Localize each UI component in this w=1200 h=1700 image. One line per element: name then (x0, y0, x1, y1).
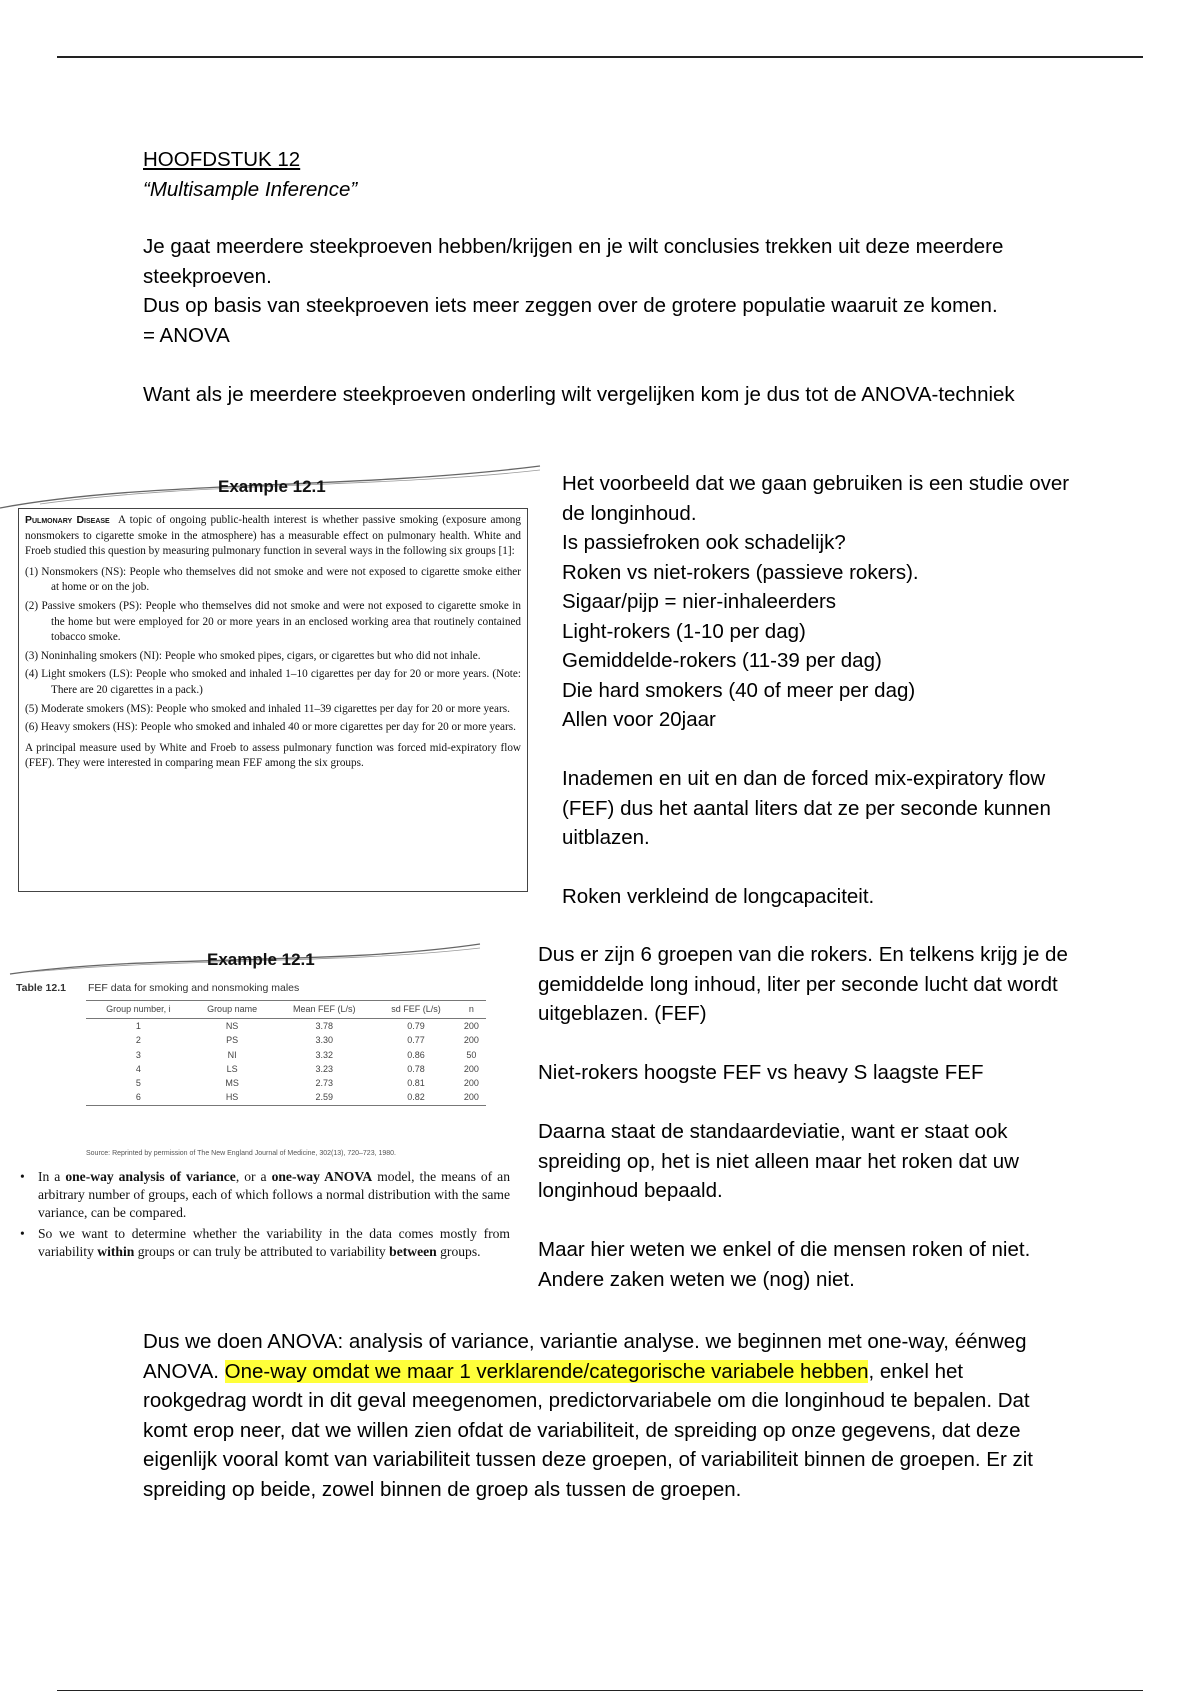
table-cell: 0.78 (407, 1063, 425, 1074)
table-cell: 200 (463, 1021, 479, 1031)
chapter-title: HOOFDSTUK 12 (143, 148, 301, 171)
top-rule (57, 56, 1143, 58)
table-label: Table 12.1 (16, 982, 66, 994)
note-paragraph: Roken verkleind de longcapaciteit. (562, 885, 875, 908)
table-cell: 0.86 (407, 1049, 425, 1060)
table-row (86, 1062, 486, 1076)
table-caption-text: FEF data for smoking and nonsmoking males (88, 982, 300, 994)
example-closing: A principal measure used by White and Froeb to assess pulmonary function was forced mid-expiratory flow (FEF). They were interested in comparing mean FEF among the six groups. (25, 741, 521, 770)
note-paragraph: Dus er zijn 6 groepen van die rokers. En telkens krijg je de gemiddelde long inhoud, liter per seconde lucht dat wordt uitgeblazen. (FEF) (538, 943, 1068, 1025)
note-paragraph: Niet-rokers hoogste FEF vs heavy S laagste FEF (538, 1061, 984, 1084)
note-paragraph: Inademen en uit en dan de forced mix-expiratory flow (FEF) dus het aantal liters dat ze per seconde kunnen uitblazen. (562, 767, 1051, 849)
table-caption (16, 982, 299, 994)
fef-table (86, 1000, 486, 1106)
bullet-item: • So we want to determine whether the variability in the data comes mostly from variability within groups or can truly be attributed to variability between groups. (20, 1225, 510, 1259)
table-cell: 2.59 (273, 1090, 375, 1105)
table-cell: 6 (86, 1090, 191, 1105)
table-cell: 2.73 (315, 1078, 333, 1089)
group-item: (6) Heavy smokers (HS): People who smoked and inhaled 40 or more cigarettes per day for 20 or more years. (25, 721, 516, 734)
example-lead (25, 513, 521, 560)
table-cell: 3 (135, 1049, 141, 1060)
intro-paragraph-1: Je gaat meerdere steekproeven hebben/krijgen en je wilt conclusies trekken uit deze meerdere steekproeven. (143, 235, 1004, 288)
table-cell: 200 (457, 1090, 486, 1105)
final-paragraph (143, 1327, 1063, 1504)
table-cell: 0.79 (407, 1021, 425, 1031)
note-line: Het voorbeeld dat we gaan gebruiken is een studie over de longinhoud. (562, 472, 1070, 525)
group-item: (4) Light smokers (LS): People who smoked and inhaled 1–10 cigarettes per day for 20 or more years. (Note: There are 20 cigarettes in a pack.) (25, 668, 521, 696)
table-cell: 3.30 (315, 1035, 333, 1046)
bullet-item: • In a one-way analysis of variance, or a one-way ANOVA model, the means of an arbitrary number of groups, each of which follows a normal distribution with the same variance, can be compared. (20, 1169, 511, 1221)
table-cell: 3.32 (315, 1049, 333, 1060)
note-line: Roken vs niet-rokers (passieve rokers). (562, 560, 919, 584)
example-title-1: Example 12.1 (218, 477, 326, 496)
table-cell: 0.81 (407, 1078, 425, 1089)
table-cell: 0.77 (407, 1035, 425, 1046)
note-line: Is passiefroken ook schadelijk? (562, 531, 846, 554)
side-notes-1 (562, 469, 1082, 912)
table-cell: 3.23 (315, 1063, 333, 1074)
note-line: Gemiddelde-rokers (11-39 per dag) (562, 649, 882, 672)
table-cell: 0.82 (375, 1090, 457, 1105)
table-cell: PS (226, 1035, 239, 1046)
table-cell: HS (191, 1090, 274, 1105)
column-header: Group name (191, 1001, 274, 1019)
group-item: (1) Nonsmokers (NS): People who themselves did not smoke and were not exposed to cigarette smoke either at home or on the job. (25, 565, 521, 594)
intro-section (143, 232, 1083, 409)
table-row (86, 1019, 486, 1034)
final-text-after: , enkel het rookgedrag wordt in dit geval meegenomen, predictorvariabele om die longinhoud te bepalen. Dat komt erop neer, dat we willen zien ofdat de variabiliteit, de spreiding op onze gegevens, dat deze eigenlijk vooral komt van variabiliteit tussen deze groepen, of variabiliteit binnen de groepen. Er zit spreiding op beide, zowel binnen de groep als tussen de groepen. (143, 1359, 1033, 1501)
note-line: Die hard smokers (40 of meer per dag) (562, 678, 916, 702)
highlighted-text: One-way omdat we maar 1 verklarende/categorische variabele hebben (224, 1359, 869, 1383)
example-scan-image-2 (0, 940, 525, 1285)
table-row (86, 1090, 486, 1105)
anova-bullets (18, 1168, 510, 1263)
group-item: (2) Passive smokers (PS): People who themselves did not smoke and were not exposed to cigarette smoke in the home but were employed for 20 or more years in an enclosed working area that routinely contained tobacco smoke. (25, 599, 521, 644)
example-box (18, 508, 528, 892)
column-header: sd FEF (L/s) (375, 1001, 457, 1019)
table-cell: LS (226, 1063, 238, 1074)
column-header: Group number, i (86, 1001, 191, 1019)
example-scan-image-1 (0, 460, 545, 900)
column-header: Mean FEF (L/s) (273, 1001, 375, 1019)
example-lead-text: A topic of ongoing public-health interest is whether passive smoking (exposure among nonsmokers to cigarette smoke in the atmosphere) has a measurable effect on pulmonary health. White and Froeb studied this question by measuring pulmonary function in several ways in the following six groups [1]: (25, 514, 521, 558)
table-cell: NS (225, 1021, 239, 1031)
chapter-subtitle: “Multisample Inference” (143, 177, 358, 201)
chapter-heading (143, 145, 357, 204)
column-header: n (457, 1001, 486, 1019)
final-text-before: Dus we doen ANOVA: analysis of variance, variantie analyse. we beginnen met one-way, éénweg ANOVA. (143, 1330, 1027, 1383)
note-line: Allen voor 20jaar (562, 708, 716, 731)
side-notes-2 (538, 940, 1078, 1294)
group-item: (5) Moderate smokers (MS): People who smoked and inhaled 11–39 cigarettes per day for 20 or more years. (25, 702, 510, 715)
table-row (86, 1076, 486, 1090)
table-cell: NI (227, 1049, 237, 1060)
example-title-2: Example 12.1 (207, 950, 315, 969)
table-cell: MS (225, 1078, 239, 1089)
table-cell: 4 (135, 1063, 141, 1074)
table-row (86, 1033, 486, 1047)
intro-paragraph-4: Want als je meerdere steekproeven onderling wilt vergelijken kom je dus tot de ANOVA-techniek (143, 382, 1015, 406)
note-line: Light-rokers (1-10 per dag) (562, 619, 806, 643)
group-item: (3) Noninhaling smokers (NI): People who smoked pipes, cigars, or cigarettes but who did not inhale. (25, 649, 481, 662)
table-cell: 3.78 (315, 1021, 333, 1031)
intro-paragraph-3: = ANOVA (143, 323, 230, 347)
table-cell: 50 (466, 1049, 477, 1060)
note-paragraph: Daarna staat de standaardeviatie, want er staat ook spreiding op, het is niet alleen maar het roken dat uw longinhoud bepaald. (538, 1120, 1019, 1202)
example-lead-term: Pulmonary Disease (25, 514, 110, 526)
table-cell: 2 (135, 1035, 141, 1046)
bottom-rule (57, 1690, 1143, 1691)
table-source: Source: Reprinted by permission of The New England Journal of Medicine, 302(13), 720–723, 1980. (86, 1150, 397, 1157)
note-line: Sigaar/pijp = nier-inhaleerders (562, 590, 837, 613)
note-paragraph: Maar hier weten we enkel of die mensen roken of niet. Andere zaken weten we (nog) niet. (538, 1238, 1031, 1291)
table-cell: 200 (463, 1035, 479, 1046)
table-cell: 5 (135, 1078, 141, 1089)
table-cell: 1 (135, 1021, 141, 1031)
intro-paragraph-2: Dus op basis van steekproeven iets meer zeggen over de grotere populatie waaruit ze komen. (143, 294, 998, 317)
table-row (86, 1048, 486, 1062)
table-cell: 200 (463, 1063, 479, 1074)
group-list (25, 565, 521, 736)
table-cell: 200 (463, 1078, 479, 1089)
